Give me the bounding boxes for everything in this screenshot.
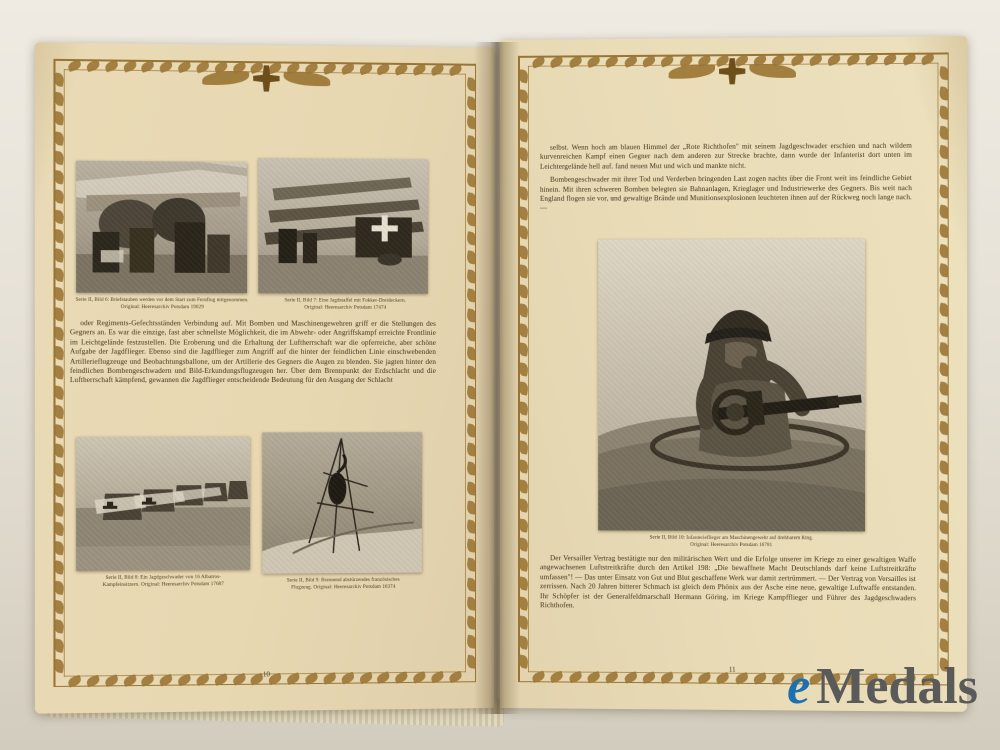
photo-top-right-caption [254, 297, 436, 311]
paragraph: Bombengeschwader mit ihrer Tod und Verderben bringenden Last zogen nachts über die Front weit ins feindliche Gebiet hinein. Mit ihren schweren Bomben belegten sie Bahnanlagen, Krieglager und Industriewerke des Gegners. Bis weit nach England flogen sie vor, und gewaltige Brände und Munitionsexplosionen leuchteten ihnen auf der Rückweg noch lange nach. — [540, 174, 912, 213]
photo-machine-gunner-caption [592, 534, 871, 548]
caption-line: Serie II, Bild 9: Brennend abstürzendes französisches [286, 576, 400, 584]
paragraph: oder Regiments-Gefechtsständen Verbindung auf. Mit Bomben und Maschinengewehren griff er die Stellungen des Gegners an. Es war die einzige, fast aber schnellste Möglichkeit, die im Abwehr- oder Angriffskampf erreichte Frontlinie im Leichtgelände festzustellen. Die Eroberung und die Erhaltung der Luftherrschaft war die opferreiche, aber schöne Aufgabe der Jagdflieger. Ebenso sind die Jagdflieger zum Angriff auf die hinter der feindlichen Linie einschwebenden Artillerieflugzeuge und Beobachtungsballone, um der Artillerie des Gegners die Augen zu blenden. Sie jagten hinter den feindlichen Bombengeschwadern und Bild-Erkundungsflugzeugen her. Über dem Brennpunkt der Erdschlacht und die Luftherrschaft kämpfend, gewannen die Jagdflieger entscheidende Bedeutung für den Ausgang der Schlacht [69, 319, 436, 385]
right-page-number: 11 [728, 665, 736, 674]
right-page-bottom-text [540, 554, 916, 617]
left-page-number: 10 [262, 670, 270, 679]
photo-bottom-left-caption [68, 574, 258, 589]
photo-bottom-right [262, 432, 422, 574]
caption-source: Kampfeinsitzern. Original: Heeresarchiv Potsdam 17687 [102, 580, 224, 588]
photo-top-left-caption [66, 297, 258, 311]
photo-bottom-right-caption [252, 576, 434, 591]
photo-top-right [258, 158, 428, 294]
iron-cross-crest-icon [190, 54, 342, 102]
photo-bottom-left [76, 437, 250, 571]
caption-line: Serie II, Bild 8: Ein Jagdgeschwader von 16 Albatros- [105, 573, 222, 581]
caption-line: Serie II, Bild 10: Infanterieflieger am Maschinengewehr auf drehbarem Ring. [649, 534, 814, 542]
iron-cross-crest-icon [657, 48, 809, 95]
paragraph: selbst. Wenn hoch am blauen Himmel der „Rote Richthofen" mit seinem Jagdgeschwader erschien und nach wildem kurvenreichen Kampf einen Gegner nach dem anderen zur Strecke brachte, dann wurde der Infanterist dort unten im Leichtergelände hell auf, fand neuen Mut und wich und mankte nicht. [540, 141, 912, 171]
paragraph: Der Versailler Vertrag bestätigte nur den militärischen Wert und die Erfolge unserer im Kriege zu einer gewaltigen Waffe angewachsenen Luftstreitkräfte durch den Artikel 198: „Die bewaffnete Macht Deutschlands darf keine Luftstreitkräfte umfassen"! — Das unter Einsatz von Gut und Blut geschaffene Werk war damit zertrümmert. — Der Vertrag von Versailles ist zerrissen. Nach 20 Jahren bitterer Schmach ist gleich dem Phönix aus der Asche eine neue, gewaltige Luftwaffe entstanden. Ihr Schöpfer ist der Generalfeldmarschall Hermann Göring, im Kriege Kampfflieger und Führer des Jagdgeschwaders Richthofen. [540, 554, 917, 610]
watermark-medals: Medals [816, 658, 978, 715]
left-page [35, 42, 494, 713]
caption-line: Serie II, Bild 6: Briefstauben werden vor dem Start zum Fernflug mitgenommen. [75, 296, 249, 304]
left-page-body-text [70, 319, 436, 390]
watermark-e: e [787, 658, 811, 715]
caption-source: Flugzeug. Original: Heeresarchiv Potsdam 16374 [291, 583, 396, 591]
caption-source: Original: Heeresarchiv Potsdam 16781 [690, 541, 773, 548]
right-page-top-text [540, 142, 912, 218]
right-page [500, 36, 967, 712]
caption-source: Original: Heeresarchiv Potsdam 19029 [120, 303, 204, 310]
caption-line: Serie II, Bild 7: Eine Jagdstaffel mit Fokker-Dreideckern. [284, 297, 406, 304]
photo-machine-gunner [598, 239, 865, 532]
emedals-watermark [787, 657, 978, 716]
caption-source: Original: Heeresarchiv Potsdam 17474 [304, 304, 387, 311]
open-book [30, 18, 970, 724]
photo-top-left [76, 161, 247, 294]
